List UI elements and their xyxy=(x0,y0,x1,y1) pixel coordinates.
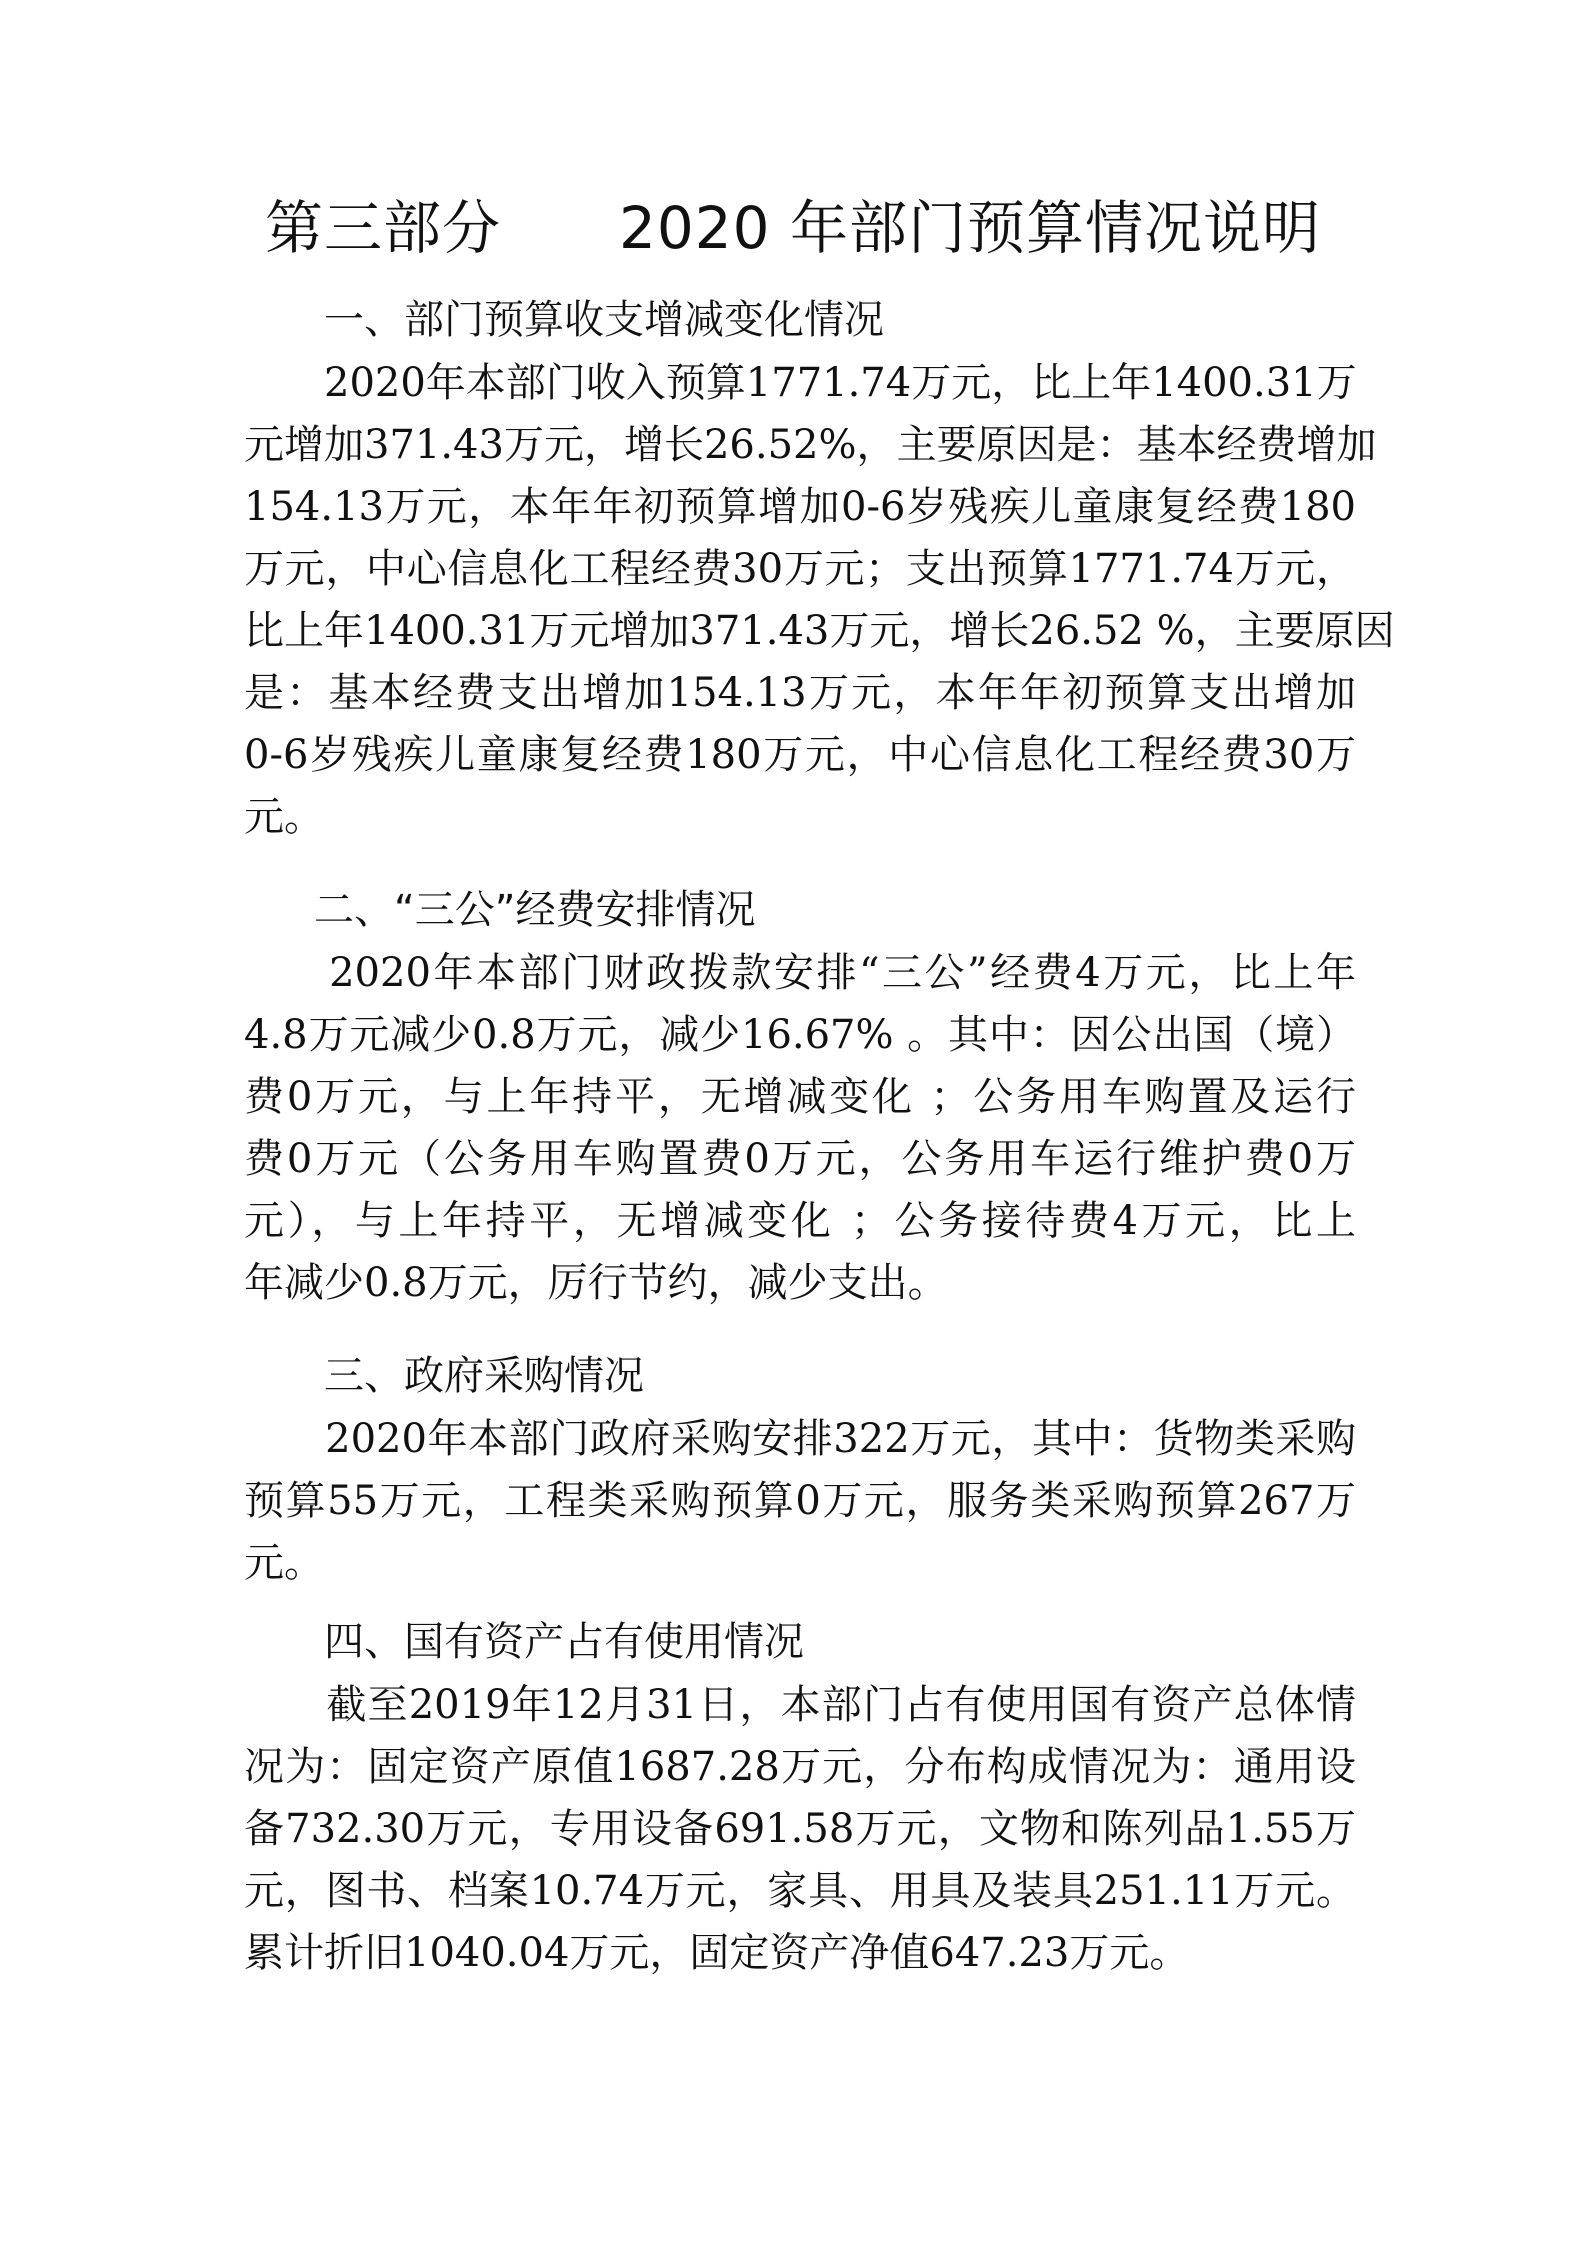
page-title: 第三部分 2020 年部门预算情况说明 xyxy=(264,194,1322,262)
paragraph-line: 比上年1400.31万元增加371.43万元，增长26.52 %，主要原因 xyxy=(244,608,1395,654)
paragraph-line: 2020年本部门收入预算1771.74万元，比上年1400.31万 xyxy=(244,360,1357,406)
paragraph-line: 元。 xyxy=(244,1540,324,1586)
paragraph-line: 元，图书、档案10.74万元，家具、用具及装具251.11万元。 xyxy=(244,1868,1356,1914)
paragraph-line: 截至2019年12月31日，本部门占有使用国有资产总体情 xyxy=(244,1682,1356,1728)
paragraph-line: 2020年本部门政府采购安排322万元，其中：货物类采购 xyxy=(244,1416,1356,1462)
section-heading-government-procurement: 三、政府采购情况 xyxy=(324,1353,644,1399)
section-paragraph-three-public-expenses xyxy=(244,942,1356,1314)
paragraph-line: 2020年本部门财政拨款安排“三公”经费4万元，比上年 xyxy=(244,950,1356,996)
paragraph-line: 费0万元（公务用车购置费0万元，公务用车运行维护费0万 xyxy=(244,1136,1356,1182)
paragraph-line: 0-6岁残疾儿童康复经费180万元，中心信息化工程经费30万 xyxy=(244,732,1356,778)
paragraph-line: 元。 xyxy=(244,794,324,840)
paragraph-line: 累计折旧1040.04万元，固定资产净值647.23万元。 xyxy=(244,1930,1190,1976)
paragraph-line: 154.13万元，本年年初预算增加0-6岁残疾儿童康复经费180 xyxy=(244,484,1356,530)
section-paragraph-government-procurement xyxy=(244,1408,1356,1594)
section-heading-state-assets: 四、国有资产占有使用情况 xyxy=(324,1619,804,1665)
paragraph-line: 是：基本经费支出增加154.13万元，本年年初预算支出增加 xyxy=(244,670,1356,716)
paragraph-line: 元），与上年持平，无增减变化 ；公务接待费4万元，比上 xyxy=(244,1198,1356,1244)
section-paragraph-budget-changes xyxy=(244,352,1395,848)
paragraph-line: 年减少0.8万元，厉行节约，减少支出。 xyxy=(244,1260,948,1306)
paragraph-line: 备732.30万元，专用设备691.58万元，文物和陈列品1.55万 xyxy=(244,1806,1356,1852)
paragraph-line: 元增加371.43万元，增长26.52%，主要原因是：基本经费增加 xyxy=(244,422,1377,468)
paragraph-line: 费0万元，与上年持平，无增减变化 ；公务用车购置及运行 xyxy=(244,1074,1356,1120)
paragraph-line: 万元，中心信息化工程经费30万元；支出预算1771.74万元， xyxy=(244,546,1356,592)
paragraph-line: 4.8万元减少0.8万元，减少16.67% 。其中：因公出国（境） xyxy=(244,1012,1356,1058)
paragraph-line: 预算55万元，工程类采购预算0万元，服务类采购预算267万 xyxy=(244,1478,1356,1524)
section-heading-budget-changes: 一、部门预算收支增减变化情况 xyxy=(324,297,884,343)
section-heading-three-public-expenses: 二、“三公”经费安排情况 xyxy=(314,887,756,933)
paragraph-line: 况为：固定资产原值1687.28万元，分布构成情况为：通用设 xyxy=(244,1744,1356,1790)
section-paragraph-state-assets xyxy=(244,1674,1356,1984)
